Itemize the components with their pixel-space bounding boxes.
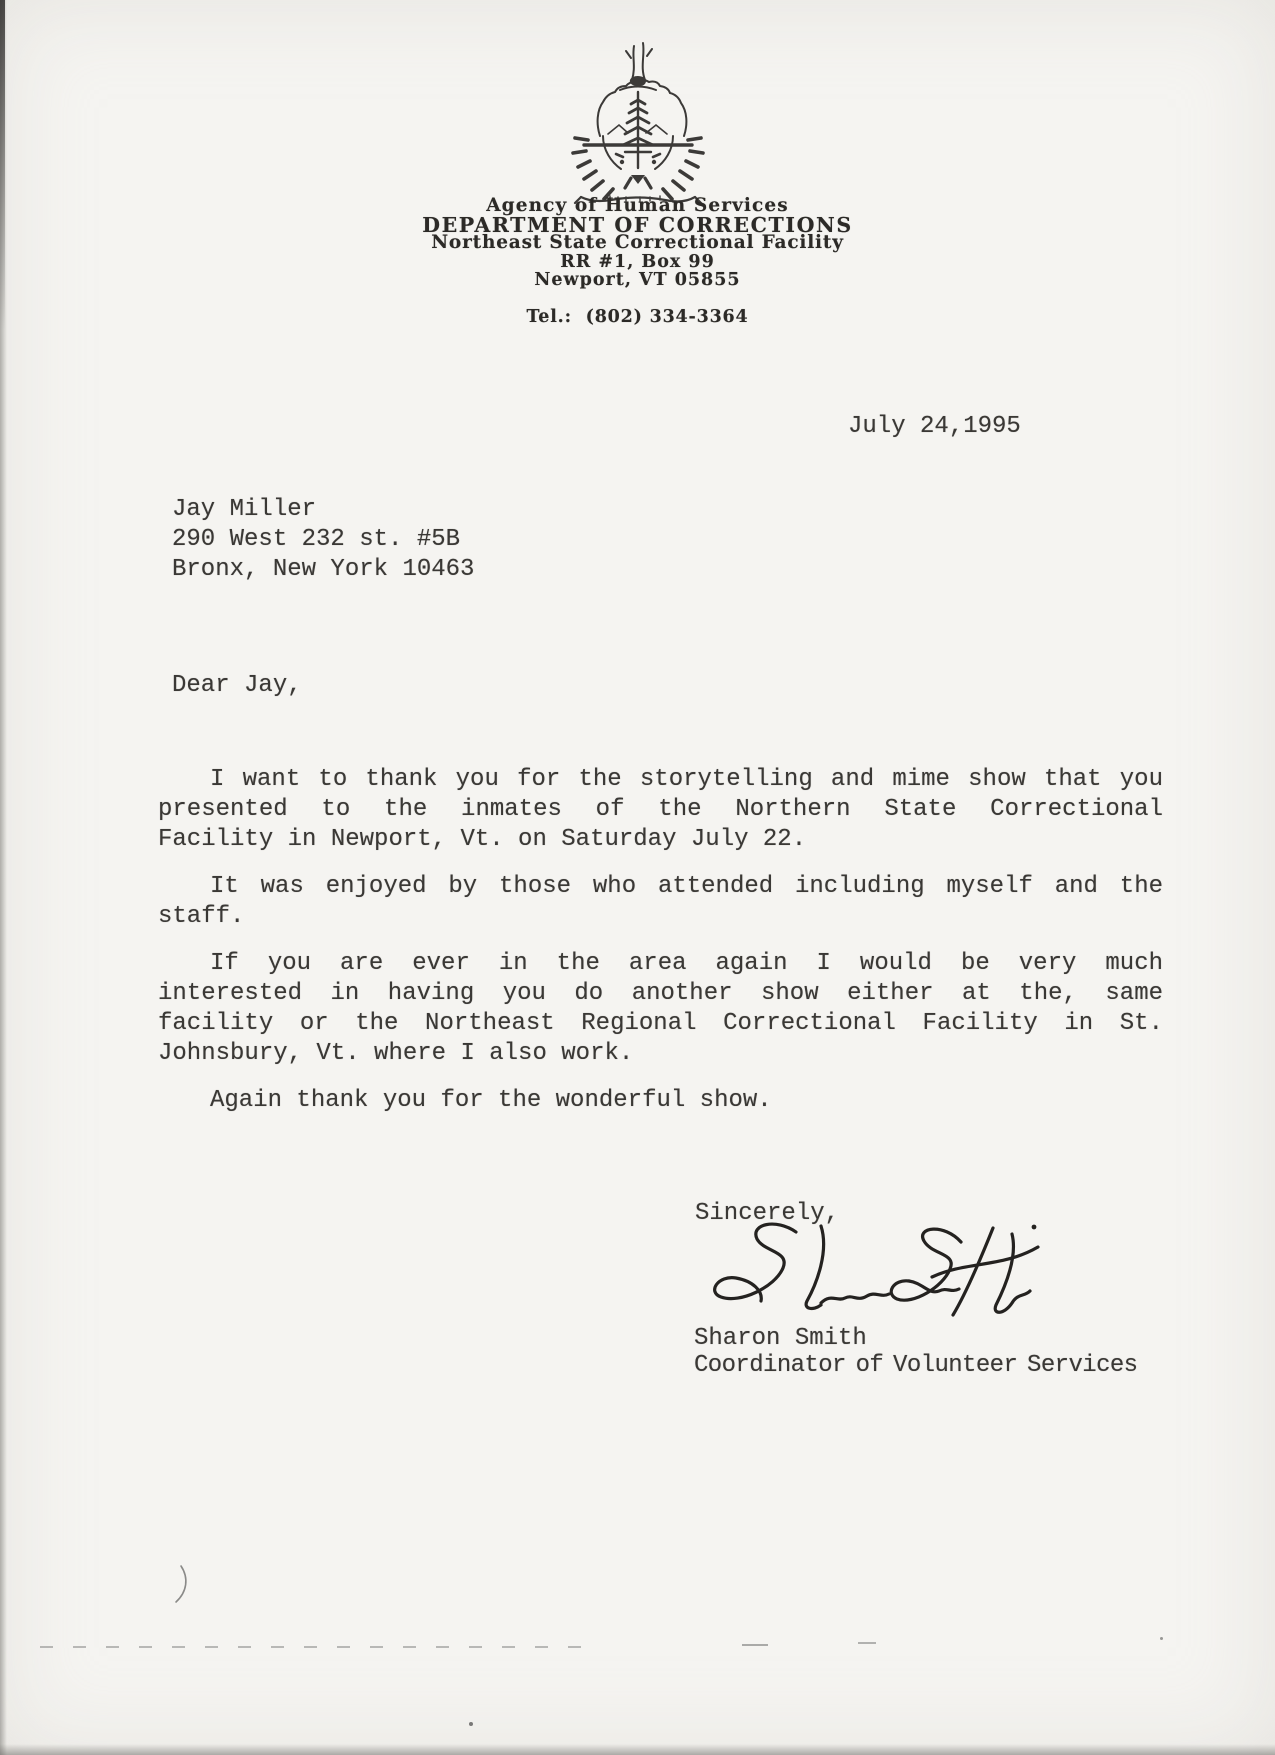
recipient-street: 290 West 232 st. #5B [172,526,461,553]
body-line: Facility in Newport, Vt. on Saturday July 22. [158,826,807,853]
body-paragraph [158,949,1163,1069]
recipient-city: Bronx, New York 10463 [172,556,475,583]
letter-date: July 24,1995 [848,413,1021,440]
body-line: Johnsbury, Vt. where I also work. [158,1040,634,1067]
letter-body [158,765,1163,1133]
body-line: interested in having you do another show either at the, same [158,980,1163,1007]
letterhead-department-line: DEPARTMENT OF CORRECTIONS [422,212,853,237]
letterhead-address-line: RR #1, Box 99 [560,251,715,272]
body-line: It was enjoyed by those who attended including myself and the [210,873,1163,900]
body-line: staff. [158,903,245,930]
letterhead-phone: Tel.: (802) 334-3364 [526,306,749,327]
closing-sincerely: Sincerely, [695,1200,840,1227]
letterhead-facility-line: Northeast State Correctional Facility [431,232,844,253]
scan-stray-pen-mark [172,1564,194,1611]
scan-dash-artifact [742,1644,768,1646]
vermont-state-seal-icon [562,40,714,215]
scan-dot-artifact [469,1722,473,1726]
body-line: If you are ever in the area again I would be very much [210,950,1163,977]
recipient-address [172,495,474,585]
body-line: I want to thank you for the storytelling and mime show that you [210,766,1163,793]
body-line: Again thank you for the wonderful show. [210,1087,772,1114]
body-paragraph [158,765,1163,855]
scan-left-edge-dark-top [0,0,5,330]
letterhead-city-line: Newport, VT 05855 [534,270,741,290]
signer-typed-name: Sharon Smith [694,1325,867,1352]
scan-dashed-artifact-line [40,1646,600,1648]
body-paragraph [158,872,1163,932]
body-line: facility or the Northeast Regional Correctional Facility in St. [158,1010,1163,1037]
scan-dot-artifact [1160,1637,1163,1640]
salutation: Dear Jay, [172,672,302,699]
letterhead-agency-line: Agency of Human Services [486,195,789,216]
scan-bottom-edge-shadow [0,1744,1275,1755]
letterhead [0,197,1275,326]
recipient-name: Jay Miller [172,496,317,523]
scan-dash-artifact [858,1642,876,1644]
signer-title: Coordinator of Volunteer Services [694,1352,1138,1379]
signature-script-icon [678,1216,1078,1341]
body-line: presented to the inmates of the Northern State Correctional [158,796,1163,823]
body-paragraph [158,1086,1163,1116]
